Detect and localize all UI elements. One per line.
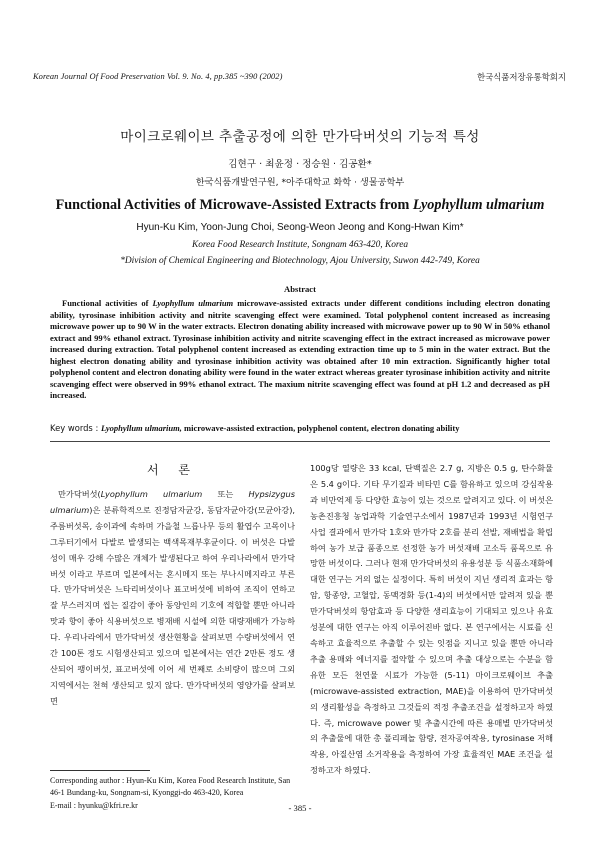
english-title-main: Functional Activities of Microwave-Assisted Extracts from (55, 197, 410, 213)
page-number: - 385 - (288, 803, 312, 813)
english-authors: Hyun-Ku Kim, Yoon-Jung Choi, Seong-Weon Jeong and Kong-Hwan Kim* (136, 222, 464, 233)
abstract-divider (50, 441, 550, 442)
english-title (0, 197, 600, 214)
journal-society-name: 한국식품저장유통학회지 (477, 72, 566, 82)
intro-species-1: Lyophyllum ulmarium (100, 489, 203, 499)
section-title-introduction: 서 론 (147, 463, 198, 477)
english-affiliation-2: *Division of Chemical Engineering and Biotechnology, Ajou University, Suwon 442-749, Korea (120, 256, 480, 266)
keywords (50, 423, 550, 433)
korean-title: 마이크로웨이브 추출공정에 의한 만가닥버섯의 기능적 특성 (120, 129, 480, 145)
abstract-species: Lyophyllum ulmarium (152, 298, 234, 308)
korean-authors: 김현구 · 최윤정 · 정승원 · 김공환* (228, 159, 372, 170)
body-column-right: 100g당 열량은 33 kcal, 단백질은 2.7 g, 지방은 0.5 g, 탄수화물은 5.4 g이다. 기타 무기질과 비타민 C를 함유하고 있으며 강심작용과 비만억제 등 다양한 효능이 있는 것으로 알려지고 있다. 이 버섯은 농촌진흥청 농업과학 기술연구소에서 1987년과 1993년 시험연구사업 결과에서 만가닥 1호와 만가닥 2호를 분리 선발, 재배법을 확립하여 농가 보급 품종으로 선정한 농가 버섯재배 고소득 품목으로 유망한 버섯이다. 그러나 현재 만가닥버섯의 유용성분 등 식품소재화에 대한 연구는 거의 없는 실정이다. 특히 버섯이 지닌 생리적 효과는 항암, 항종양, 고혈압, 동맥경화 등(1-4)의 버섯에서만 알려져 있을 뿐 만가닥버섯의 항암효과 등 다양한 생리효능이 기대되고 있으나 유효성분에 대한 연구는 아직 이루어진바 없다. 본 연구에서는 시료를 신속하고 효율적으로 추출할 수 있는 잇점을 지니고 있을 뿐만 아니라 추출 용매와 에너지를 절약할 수 있으며 추출 대상으로는 수분을 함유한 모든 천연물 시료가 가능한 (5-11) 마이크로웨이브 추출(microwave-assisted extraction, MAE)을 이용하여 만가닥버섯의 생리활성을 측정하고 그것들의 적정 추출조건을 설정하고자 하였다. 즉, microwave power 및 추출시간에 따른 용매별 만가닥버섯의 추출물에 대한 총 폴리페놀 함량, 전자공여작용, tyrosinase 저해작용, 아질산염 소거작용을 측정하여 가장 효율적인 MAE 조건을 설정하고자 하였다. (310, 463, 553, 776)
journal-citation: Korean Journal Of Food Preservation Vol. 9. No. 4, pp.385 ~390 (2002) (33, 72, 283, 81)
english-affiliation-1: Korea Food Research Institute, Songnam 463-420, Korea (191, 240, 409, 250)
keywords-species: Lyophyllum ulmarium, (100, 423, 182, 433)
footnote-address: Corresponding author : Hyun-Ku Kim, Korea Food Research Institute, San 46-1 Bundang-ku, Songnam-si, Kyonggi-do 463-420, Korea (50, 776, 291, 798)
footnote-divider (50, 770, 150, 771)
abstract-lead: Functional activities of (62, 298, 149, 308)
abstract-body (50, 298, 550, 402)
footnote-email: E-mail : hyunku@kfri.re.kr (50, 800, 138, 810)
intro-text-3: )은 분류학적으로 진정담자균강, 동담자균아강(모균아강), 주름버섯목, 송이과에 속하며 가을철 느릅나무 등의 활엽수 고목이나 그루터기에서 다발로 발생되는 백색목재부후균이다. 이 버섯은 다발성이 매우 강해 수많은 개체가 발생된다고 하여 우리나라에서 만가닥버섯 이라고 부르며 일본에서는 혼시메지 또는 부나시메지라고 부른다. 만가닥버섯은 느타리버섯이나 표고버섯에 비하여 조직이 연하고 잘 부스러지며 씹는 질감이 좋아 동양인의 기호에 적합할 뿐만 아니라 맛과 향이 좋아 식용버섯으로 병재배 시설에 의한 대량재배가 가능하다. 우리나라에서 만가닥버섯 생산현황을 살펴보면 수량버섯에서 연간 100톤 정도 시험생산되고 있으며 일본에서는 연간 2만톤 정도 생산되어 팽이버섯, 표고버섯에 이어 세 번째로 소비량이 많으며 그외 지역에서는 천혀 생산되고 있지 않다. 만가닥버섯의 영양가를 살펴보면 (50, 504, 295, 706)
abstract-text: microwave-assisted extracts under different conditions including electron donating ability, tyrosinase inhibition activity and nitrite scavenging effect were examined. Total polyphenol content increased as increasing microwave power up to 90 W in the water extracts. Electron donating ability increased with microwave power up to 90 W in 50% ethanol extract and 99% ethanol extract. Tyrosinase inhibition activity and nitrite scavenging effect in the extract increased as microwave power increased during extraction. Total polyphenol content increased as extending extraction time up to 5 min in the water extract. But the highest electron donating ability and tyrosinase inhibition activity was obtained after 10 min extraction. Significantly higher total polyphenol content and electron donating ability were found in the water extract whereas greater tyrosinase inhibition activity and nitrite scavenging effect were observed in 99% ethanol extract. The maxium nitrite scavenging effect was found at pH 1.2 and decreased as pH increased. (50, 298, 550, 400)
body-column-left (50, 487, 295, 710)
english-title-species: Lyophyllum ulmarium (412, 197, 545, 213)
intro-text-1: 만가닥버섯( (58, 489, 101, 499)
intro-species-2: Hypsizygus ulmarium (50, 489, 295, 515)
intro-text-2: 또는 (202, 489, 249, 499)
abstract-heading: Abstract (284, 284, 316, 294)
korean-affiliation: 한국식품개발연구원, *아주대학교 화학 · 생물공학부 (195, 177, 405, 188)
keywords-label: Key words : (50, 423, 101, 433)
keywords-text: microwave-assisted extraction, polyphenol content, electron donating ability (181, 423, 460, 433)
